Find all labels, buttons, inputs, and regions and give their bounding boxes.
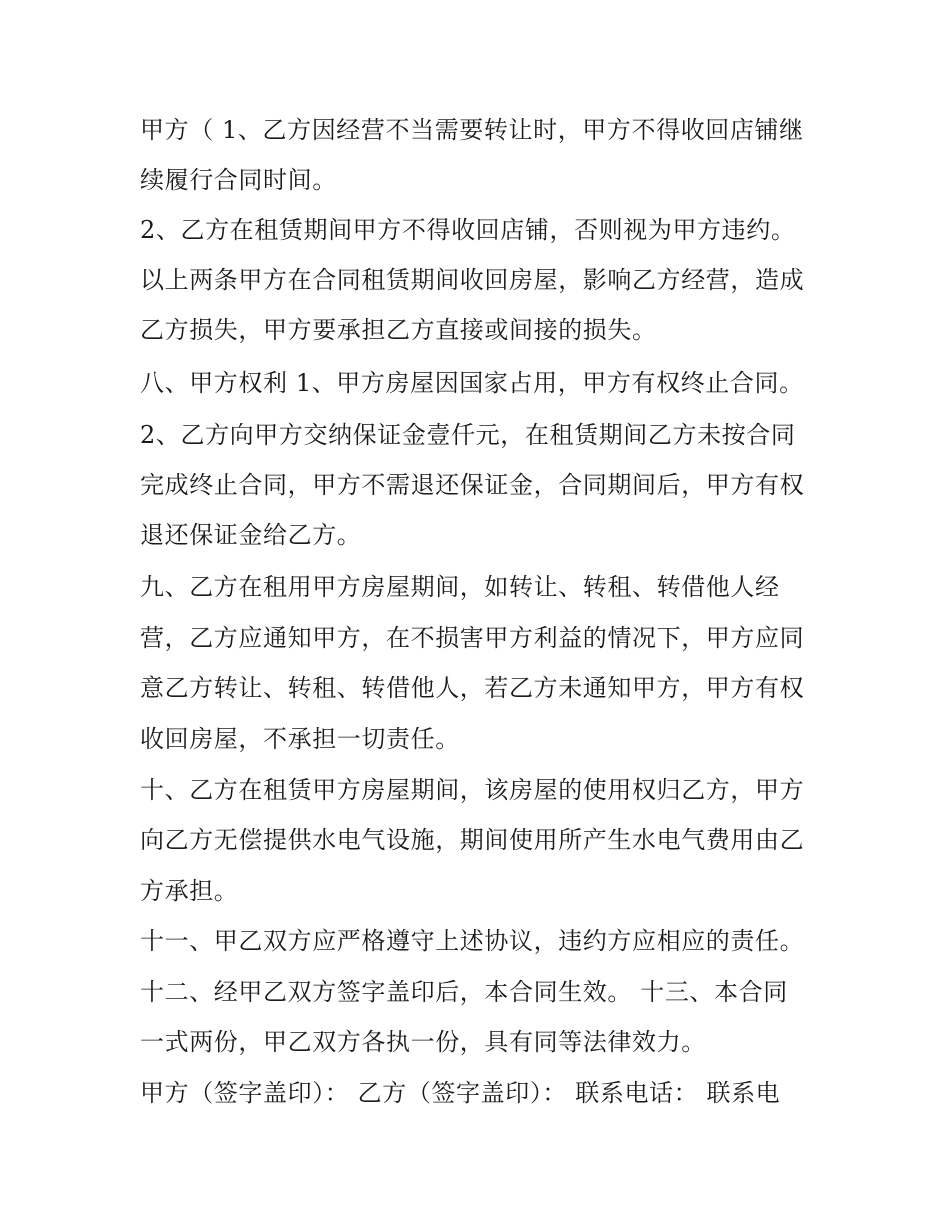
text-line: 向乙方无偿提供水电气设施，期间使用所产生水电气费用由乙 [140,826,805,854]
text-line: 乙方损失，甲方要承担乙方直接或间接的损失。 [140,316,657,344]
text-line: 九、乙方在租用甲方房屋期间，如转让、转租、转借他人经 [140,573,780,601]
text-line: 2、乙方向甲方交纳保证金壹仟元，在租赁期间乙方未按合同 [140,421,796,449]
text-line: 甲方（签字盖印）： 乙方（签字盖印）： 联系电话： 联系电 [140,1079,781,1107]
text-line: 2、乙方在租赁期间甲方不得收回店铺，否则视为甲方违约。 [140,216,796,244]
text-line: 八、甲方权利 1、甲方房屋因国家占用，甲方有权终止合同。 [140,369,804,397]
text-line: 收回房屋，不承担一切责任。 [140,725,460,753]
text-line: 续履行合同时间。 [140,166,337,194]
text-line: 意乙方转让、转租、转借他人，若乙方未通知甲方，甲方有权 [140,674,805,702]
text-line: 完成终止合同，甲方不需退还保证金，合同期间后，甲方有权 [140,471,805,499]
text-line: 以上两条甲方在合同租赁期间收回房屋，影响乙方经营，造成 [140,266,805,294]
text-line: 十二、经甲乙双方签字盖印后，本合同生效。 十三、本合同 [140,978,788,1006]
text-line: 十、乙方在租赁甲方房屋期间，该房屋的使用权归乙方，甲方 [140,776,805,804]
text-line: 甲方（ 1、乙方因经营不当需要转让时，甲方不得收回店铺继 [140,116,804,144]
text-line: 一式两份，甲乙双方各执一份，具有同等法律效力。 [140,1028,706,1056]
text-line: 方承担。 [140,877,239,905]
text-line: 营，乙方应通知甲方，在不损害甲方利益的情况下，甲方应同 [140,624,805,652]
text-line: 退还保证金给乙方。 [140,521,362,549]
text-line: 十一、甲乙双方应严格遵守上述协议，违约方应相应的责任。 [140,927,805,955]
